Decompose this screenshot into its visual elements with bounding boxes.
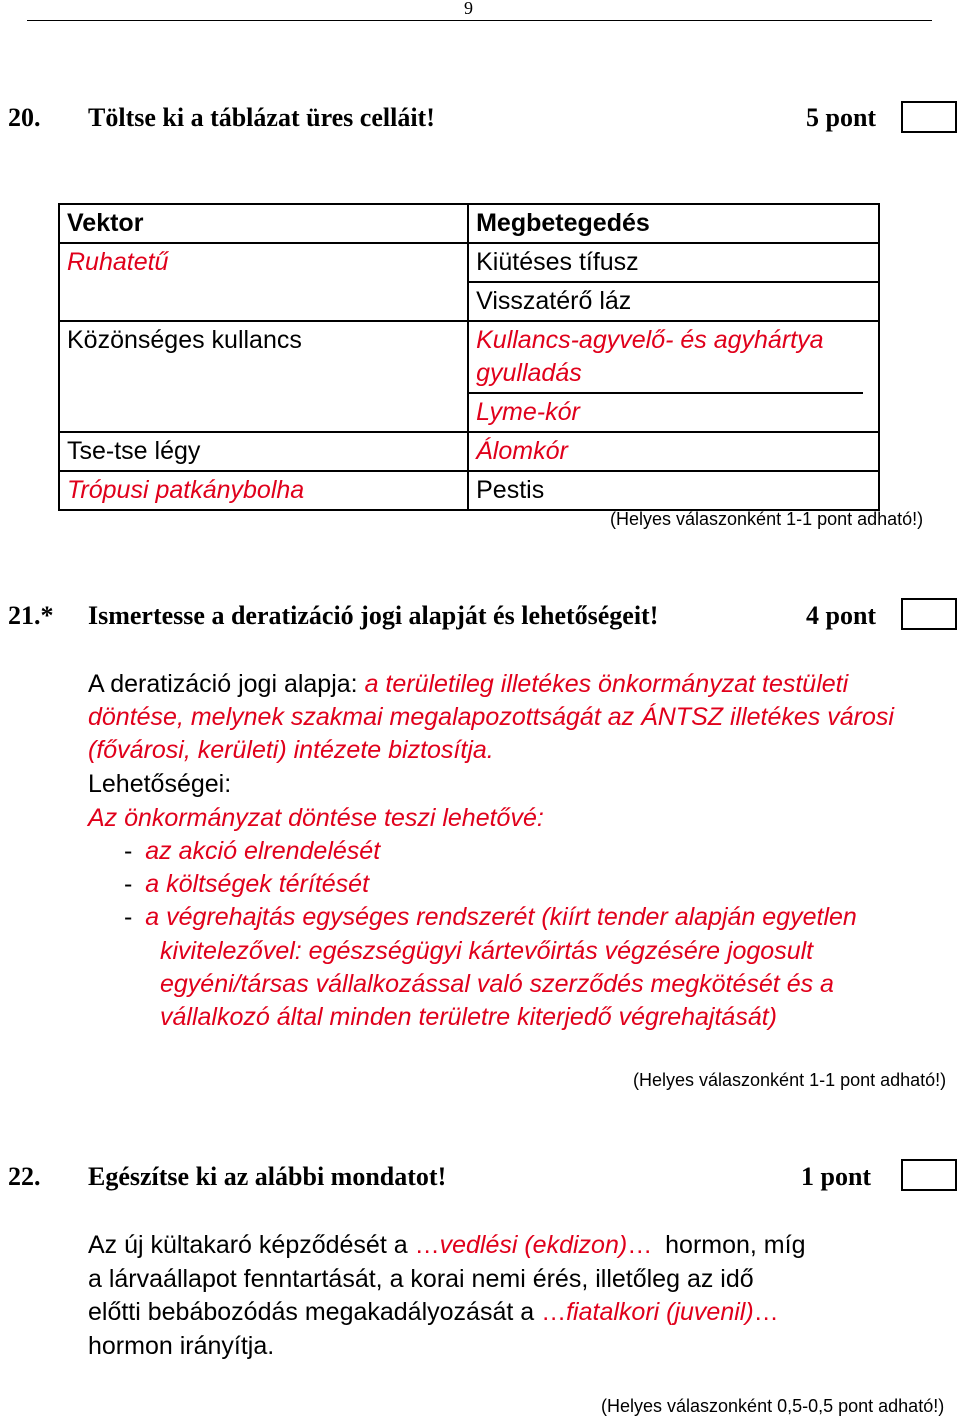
- options-label: Lehetőségei:: [88, 770, 232, 798]
- table-row: [59, 243, 879, 321]
- options-intro[interactable]: Az önkormányzat döntése teszi lehetővé:: [88, 804, 544, 832]
- disease-cell[interactable]: Lyme-kór: [476, 398, 580, 426]
- table-cell-diseases: [468, 321, 879, 432]
- legal-basis-label: A deratizáció jogi alapja:: [88, 670, 358, 698]
- list-item: [124, 903, 857, 932]
- table-header-vector: Vektor: [59, 204, 468, 243]
- sentence-text: hormon, míg: [665, 1231, 806, 1259]
- disease-cell: Pestis: [468, 471, 879, 510]
- page-number: 9: [464, 0, 473, 18]
- q21-points: 4 pont: [806, 601, 877, 630]
- hormon-answer-1[interactable]: vedlési (ekdizon): [439, 1231, 628, 1259]
- dots: …: [541, 1298, 567, 1326]
- q20-title: Töltse ki a táblázat üres celláit!: [88, 103, 435, 132]
- disease-cell[interactable]: Álomkór: [468, 432, 879, 471]
- q22-scoring-note: (Helyes válaszonként 0,5-0,5 pont adható!): [601, 1396, 945, 1416]
- table-cell-vector[interactable]: Trópusi patkánybolha: [59, 471, 468, 510]
- disease-cell[interactable]: Kullancs-agyvelő- és agyhártya gyulladás: [469, 322, 863, 394]
- q21-number: 21.*: [8, 601, 54, 630]
- table-cell-vector: Tse-tse légy: [59, 432, 468, 471]
- list-item-continuation[interactable]: egyéni/társas vállalkozással való szerződés megkötését és a: [160, 970, 834, 998]
- header-rule: [27, 20, 932, 21]
- list-item: [124, 870, 369, 899]
- q21-scoring-note: (Helyes válaszonként 1-1 pont adható!): [633, 1070, 947, 1090]
- q20-points: 5 pont: [806, 103, 877, 132]
- q20-score-box[interactable]: [901, 101, 957, 133]
- q22-score-box[interactable]: [901, 1159, 957, 1191]
- q20-scoring-note: (Helyes válaszonként 1-1 pont adható!): [610, 509, 924, 529]
- q22-line4: hormon irányítja.: [88, 1332, 275, 1360]
- list-item-text[interactable]: az akció elrendelését: [145, 837, 381, 865]
- sentence-text: Az új kültakaró képződését a: [88, 1231, 408, 1259]
- dots: …: [414, 1231, 440, 1259]
- table-header-disease: Megbetegedés: [468, 204, 879, 243]
- q22-number: 22.: [8, 1162, 41, 1191]
- list-item-text[interactable]: a végrehajtás egységes rendszerét (kiírt tender alapján egyetlen: [145, 903, 857, 931]
- q21-score-box[interactable]: [901, 598, 957, 630]
- list-item-text[interactable]: a költségek térítését: [145, 870, 370, 898]
- list-item: [124, 837, 380, 866]
- legal-basis-answer[interactable]: a területileg illetékes önkormányzat testületi: [364, 670, 849, 698]
- q22-line2: a lárvaállapot fenntartását, a korai nemi érés, illetőleg az idő: [88, 1265, 754, 1293]
- q20-number: 20.: [8, 103, 41, 132]
- list-dash: -: [124, 837, 133, 865]
- table-row: [59, 471, 879, 510]
- sentence-text: előtti bebábozódás megakadályozását a: [88, 1298, 535, 1326]
- vector-disease-table: [58, 203, 880, 511]
- q22-title: Egészítse ki az alábbi mondatot!: [88, 1162, 447, 1191]
- table-cell-diseases: [468, 243, 879, 321]
- list-dash: -: [124, 903, 133, 931]
- hormon-answer-2[interactable]: fiatalkori (juvenil): [566, 1298, 754, 1326]
- legal-basis-answer[interactable]: (fővárosi, kerületi) intézete biztosítja.: [88, 736, 494, 764]
- disease-cell: Kiütéses tífusz: [469, 244, 878, 283]
- q22-line3: [88, 1298, 779, 1327]
- list-item-continuation[interactable]: kivitelezővel: egészségügyi kártevőirtás végzésére jogosult: [160, 937, 814, 965]
- table-row: [59, 321, 879, 432]
- table-cell-vector[interactable]: Ruhatetű: [59, 243, 468, 321]
- dots: …: [627, 1231, 653, 1259]
- q21-legal-line1: [88, 670, 848, 699]
- list-dash: -: [124, 870, 133, 898]
- q22-line1: [88, 1231, 805, 1260]
- q21-title: Ismertesse a deratizáció jogi alapját és lehetőségeit!: [88, 601, 659, 630]
- dots: …: [753, 1298, 779, 1326]
- table-cell-vector: Közönséges kullancs: [59, 321, 468, 432]
- table-header-row: [59, 204, 879, 243]
- table-row: [59, 432, 879, 471]
- q22-points: 1 pont: [801, 1162, 872, 1191]
- list-item-continuation[interactable]: vállalkozó által minden területre kiterjedő végrehajtását): [160, 1003, 777, 1031]
- legal-basis-answer[interactable]: döntése, melynek szakmai megalapozottságát az ÁNTSZ illetékes városi: [88, 703, 894, 731]
- disease-cell: Visszatérő láz: [476, 287, 632, 315]
